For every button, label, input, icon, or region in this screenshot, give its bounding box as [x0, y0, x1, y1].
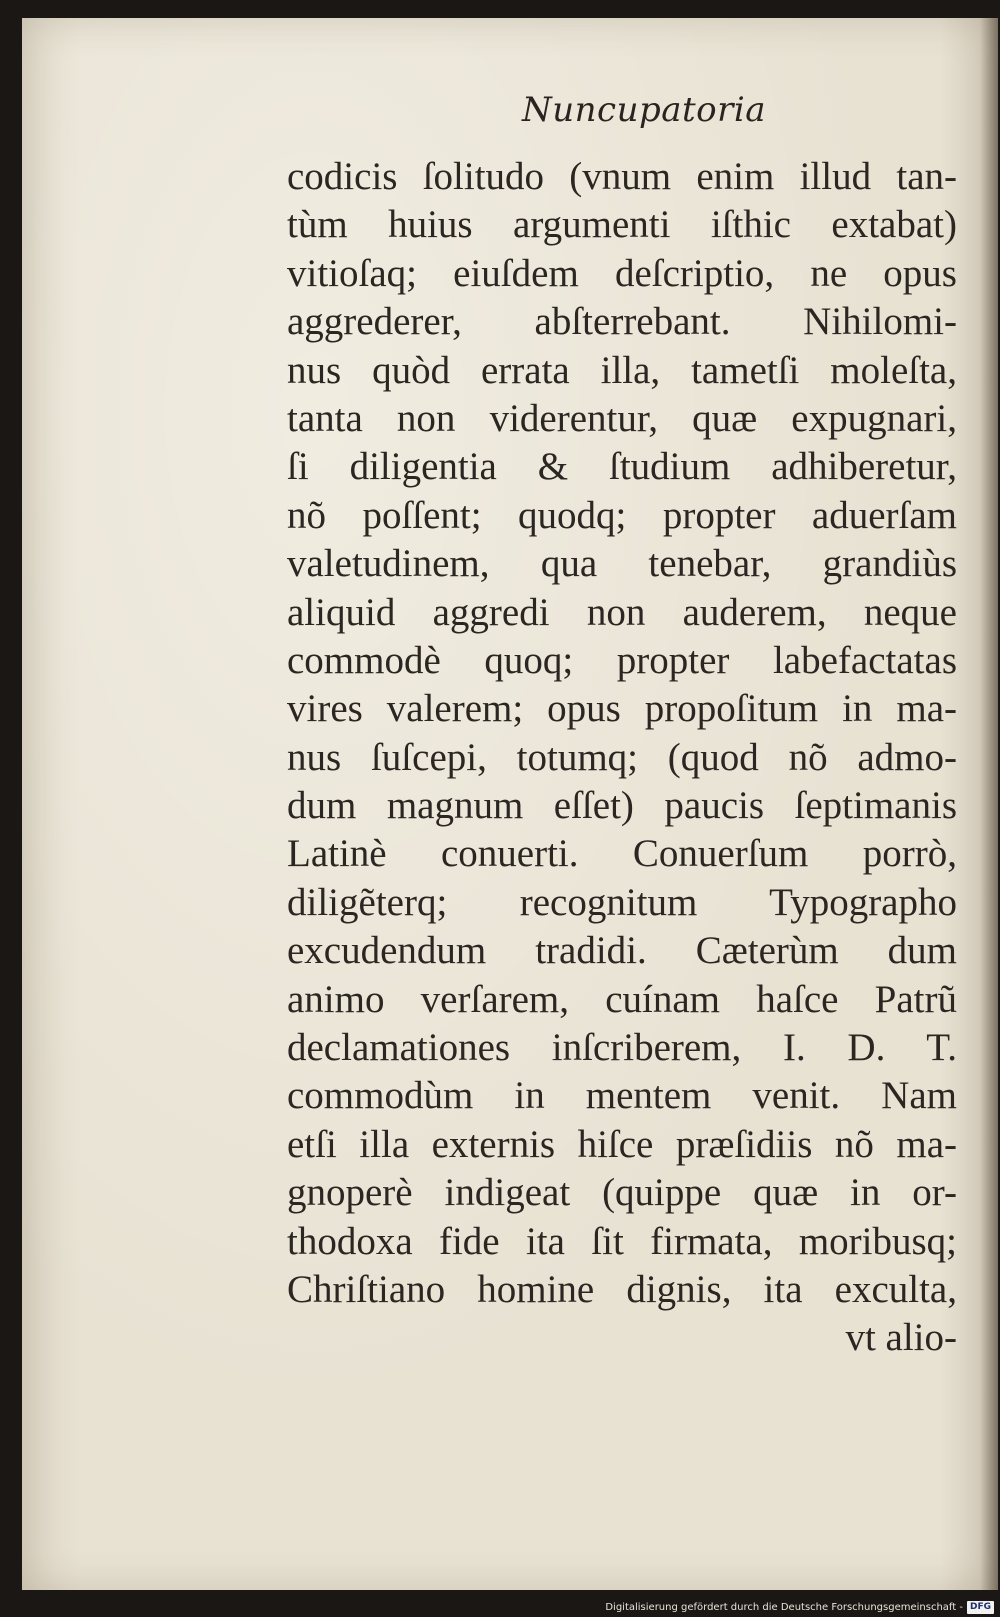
- text-line: nus ſuſcepi, totumq; (quod nõ admo-: [287, 735, 957, 779]
- text-line: declamationes inſcriberem, I. D. T.: [287, 1026, 957, 1070]
- text-line: excudendum tradidi. Cæterùm dum: [287, 929, 957, 973]
- text-line: thodoxa fide ita ſit firmata, moribusq;: [287, 1219, 957, 1263]
- footer-credit: Digitalisierung gefördert durch die Deutsche Forschungsgemeinschaft -: [605, 1602, 963, 1613]
- text-line: tanta non viderentur, quæ expugnari,: [287, 396, 957, 440]
- body-text: [287, 153, 957, 1363]
- text-line: vires valerem; opus propoſitum in ma-: [287, 687, 957, 731]
- page-edge-shadow: [980, 18, 998, 1590]
- text-line: nus quòd errata illa, tametſi moleſta,: [287, 348, 957, 392]
- text-line: ſi diligentia & ſtudium adhiberetur,: [287, 445, 957, 489]
- text-line: vitioſaq; eiuſdem deſcriptio, ne opus: [287, 251, 957, 295]
- text-line: commodùm in mentem venit. Nam: [287, 1074, 957, 1118]
- text-line: commodè quoq; propter labefactatas: [287, 638, 957, 682]
- text-line: Latinè conuerti. Conuerſum porrò,: [287, 832, 957, 876]
- text-line: aggrederer, abſterrebant. Nihilomi-: [287, 300, 957, 344]
- book-page: [22, 18, 998, 1590]
- text-line: nõ poſſent; quodq; propter aduerſam: [287, 493, 957, 537]
- text-line: aliquid aggredi non auderem, neque: [287, 590, 957, 634]
- text-line: dum magnum eſſet) paucis ſeptimanis: [287, 784, 957, 828]
- text-line: diligẽterq; recognitum Typographo: [287, 880, 957, 924]
- text-line: animo verſarem, cuínam haſce Patrũ: [287, 977, 957, 1021]
- text-line: valetudinem, qua tenebar, grandiùs: [287, 542, 957, 586]
- dfg-logo: DFG: [967, 1601, 994, 1614]
- text-line: tùm huius argumenti iſthic extabat): [287, 203, 957, 247]
- text-line: etſi illa externis hiſce præſidiis nõ ma-: [287, 1122, 957, 1166]
- text-line: codicis ſolitudo (vnum enim illud tan-: [287, 155, 957, 198]
- text-line: gnoperè indigeat (quippe quæ in or-: [287, 1171, 957, 1215]
- digitization-footer: [605, 1601, 994, 1614]
- text-line: Chriſtiano homine dignis, ita exculta,: [287, 1267, 957, 1311]
- running-head: Nuncupatoria: [522, 90, 767, 130]
- text-line: vt alio-: [845, 1316, 957, 1360]
